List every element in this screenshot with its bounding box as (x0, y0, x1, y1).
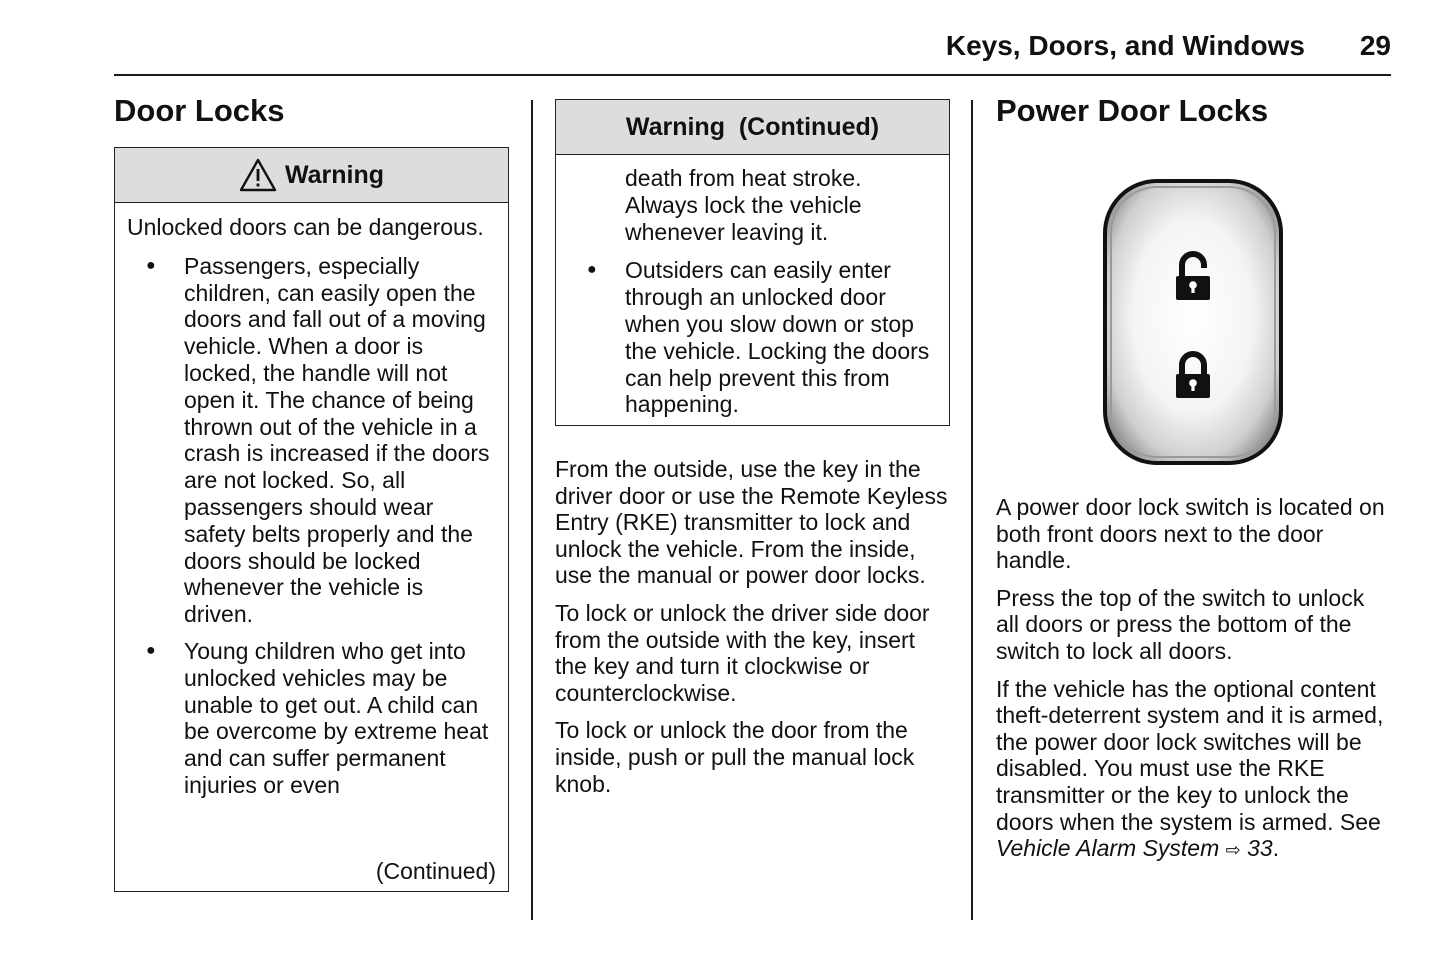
warning-bullet: ● Outsiders can easily enter through an unlocked door when you slow down or stop the vehicle. Locking the doors can help prevent this from happening. (568, 257, 937, 418)
paragraph: To lock or unlock the door from the inside, push or pull the manual lock knob. (555, 717, 915, 797)
warning-box (114, 147, 509, 892)
page-reference-arrow-icon: ⇨ (1225, 840, 1241, 861)
section-heading-power-door-locks: Power Door Locks (996, 93, 1269, 128)
paragraph-alarm (996, 676, 1391, 864)
warning-title: Warning (Continued) (625, 112, 880, 141)
warning-title: Warning (284, 160, 385, 189)
paragraph: A power door lock switch is located on both front doors next to the door handle. (996, 494, 1385, 574)
power-door-lock-switch-icon (1102, 178, 1284, 466)
warning-bullet-list (568, 257, 937, 418)
running-header-title: Keys, Doors, and Windows (945, 30, 1305, 61)
warning-header (115, 148, 508, 203)
warning-body (115, 203, 508, 799)
warning-intro: Unlocked doors can be dangerous. (127, 214, 484, 240)
body-text (996, 494, 1391, 875)
section-heading-door-locks: Door Locks (114, 93, 285, 128)
page-number: 29 (1359, 30, 1391, 61)
warning-continuation-text: death from heat stroke. Always lock the vehicle whenever leaving it. (625, 165, 862, 245)
cross-reference-page[interactable]: 33 (1247, 835, 1273, 862)
warning-header (556, 100, 949, 155)
warning-bullet: ● Young children who get into unlocked vehicles may be unable to get out. A child can be overcome by extreme heat and can suffer permanent injuries or even (127, 638, 496, 799)
warning-body (556, 155, 949, 418)
warning-box-continued (555, 99, 950, 426)
body-text (555, 456, 950, 808)
warning-triangle-icon (239, 158, 277, 192)
cross-reference-link[interactable]: Vehicle Alarm System (996, 835, 1220, 862)
header-rule (114, 74, 1391, 76)
paragraph: To lock or unlock the driver side door from the outside with the key, insert the key and turn it clockwise or counterclockwise. (555, 599, 930, 706)
column-divider (971, 100, 973, 920)
continued-label: (Continued) (375, 858, 496, 884)
paragraph: From the outside, use the key in the driver door or use the Remote Keyless Entry (RKE) transmitter to lock and unlock the vehicle. From the inside, use the manual or power door locks. (555, 456, 948, 589)
warning-bullet-list (127, 253, 496, 799)
column-divider (531, 100, 533, 920)
sentence-end: . (1272, 835, 1280, 862)
warning-bullet: ● Passengers, especially children, can easily open the doors and fall out of a moving vehicle. When a door is locked, the handle will not open it. The chance of being thrown out of the vehicle in a crash is increased if the doors are not locked. So, all passengers should wear safety belts properly and the doors should be locked whenever the vehicle is driven. (127, 253, 496, 628)
paragraph-text: If the vehicle has the optional content theft-deterrent system and it is armed, the power door lock switches will be disabled. You must use the RKE transmitter or the key to unlock the doors when the system is armed. See (996, 675, 1384, 835)
paragraph: Press the top of the switch to unlock all doors or press the bottom of the switch to lock all doors. (996, 584, 1365, 664)
